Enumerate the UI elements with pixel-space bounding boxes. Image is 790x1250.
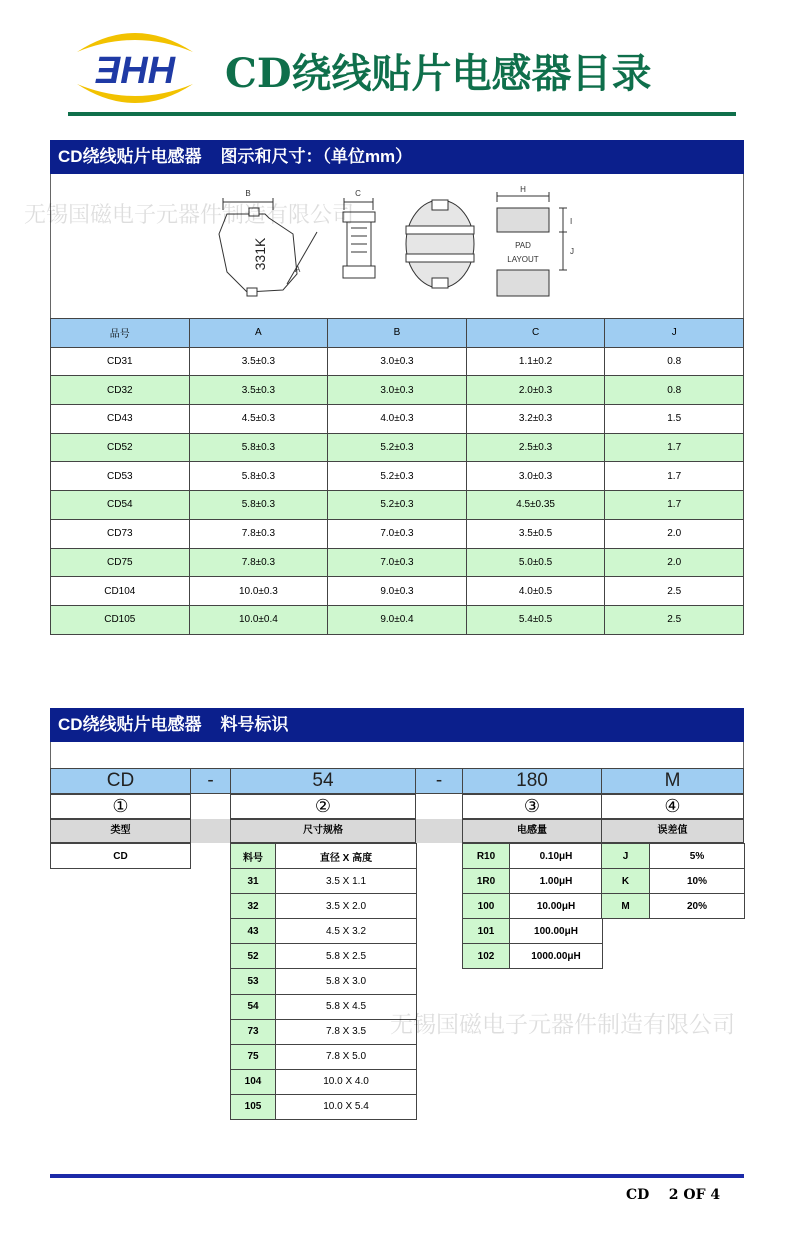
size-code: 54 <box>231 994 276 1019</box>
table-row <box>231 1044 417 1069</box>
label-j: J <box>570 247 574 256</box>
cell-part: CD73 <box>51 519 190 548</box>
section-title-part-number: CD绕线贴片电感器 料号标识 <box>50 708 744 742</box>
code-dash-1: - <box>190 768 231 794</box>
cell-a: 4.5±0.3 <box>189 405 328 434</box>
cell-b: 7.0±0.3 <box>328 548 467 577</box>
cell-part: CD32 <box>51 376 190 405</box>
cell-part: CD53 <box>51 462 190 491</box>
cell-b: 9.0±0.3 <box>328 577 467 606</box>
tolerance-value: 10% <box>650 869 745 894</box>
field-number-1: ① <box>50 794 191 819</box>
cell-c: 1.1±0.2 <box>466 347 605 376</box>
cell-a: 7.8±0.3 <box>189 548 328 577</box>
tolerance-code: M <box>602 894 650 919</box>
cell-b: 9.0±0.4 <box>328 605 467 634</box>
code-series: CD <box>50 768 191 794</box>
size-code: 105 <box>231 1094 276 1119</box>
dimension-drawing-area <box>50 174 744 318</box>
pad-label-line2: LAYOUT <box>507 255 539 264</box>
cell-a: 5.8±0.3 <box>189 462 328 491</box>
cell-part: CD75 <box>51 548 190 577</box>
table-row <box>231 1094 417 1119</box>
col-header-a: A <box>189 319 328 348</box>
dimension-table <box>50 318 744 635</box>
size-code: 43 <box>231 919 276 944</box>
category-gap <box>416 819 462 843</box>
category-size: 尺寸规格 <box>230 819 416 843</box>
type-table <box>50 843 191 869</box>
cell-j: 2.0 <box>605 519 744 548</box>
cell-j: 1.5 <box>605 405 744 434</box>
label-a: A <box>295 265 301 274</box>
size-dimension: 5.8 X 2.5 <box>276 944 417 969</box>
size-dimension: 10.0 X 4.0 <box>276 1069 417 1094</box>
inductance-value: 10.00μH <box>510 894 603 919</box>
inductance-code: 102 <box>463 944 510 969</box>
cell-c: 3.0±0.3 <box>466 462 605 491</box>
category-gap <box>191 819 230 843</box>
table-row <box>231 969 417 994</box>
table-row <box>51 462 744 491</box>
label-h: H <box>520 185 526 194</box>
cell-part: CD105 <box>51 605 190 634</box>
cell-c: 3.2±0.3 <box>466 405 605 434</box>
type-value: CD <box>51 844 191 869</box>
inductance-table <box>462 843 603 969</box>
inductor-drawings <box>51 174 743 318</box>
pad-layout-drawing <box>497 192 567 296</box>
cell-a: 5.8±0.3 <box>189 433 328 462</box>
field-number-4: ④ <box>601 794 744 819</box>
logo-text: ƎHH <box>94 50 176 92</box>
size-dimension: 5.8 X 3.0 <box>276 969 417 994</box>
cell-b: 5.2±0.3 <box>328 491 467 520</box>
size-dimension: 5.8 X 4.5 <box>276 994 417 1019</box>
dimension-table-header <box>51 319 744 348</box>
field-number-2: ② <box>230 794 416 819</box>
tolerance-code: K <box>602 869 650 894</box>
table-row <box>463 844 603 869</box>
cell-j: 0.8 <box>605 347 744 376</box>
size-dimension: 7.8 X 3.5 <box>276 1019 417 1044</box>
cell-c: 2.0±0.3 <box>466 376 605 405</box>
cell-j: 1.7 <box>605 433 744 462</box>
cell-j: 2.0 <box>605 548 744 577</box>
cell-c: 3.5±0.5 <box>466 519 605 548</box>
table-row <box>51 376 744 405</box>
inductance-code: 100 <box>463 894 510 919</box>
table-row <box>231 919 417 944</box>
cell-part: CD43 <box>51 405 190 434</box>
header-divider <box>68 112 736 116</box>
table-row <box>231 894 417 919</box>
table-row <box>231 1019 417 1044</box>
size-code: 31 <box>231 869 276 894</box>
col-header-b: B <box>328 319 467 348</box>
cell-a: 5.8±0.3 <box>189 491 328 520</box>
label-b: B <box>245 189 251 198</box>
size-code: 53 <box>231 969 276 994</box>
cell-c: 5.4±0.5 <box>466 605 605 634</box>
inductance-value: 1.00μH <box>510 869 603 894</box>
page-number: CD 2 OF 4 <box>626 1187 721 1203</box>
inductance-code: 1R0 <box>463 869 510 894</box>
cell-c: 5.0±0.5 <box>466 548 605 577</box>
inductance-value: 1000.00μH <box>510 944 603 969</box>
table-row <box>231 1069 417 1094</box>
code-value: 180 <box>462 768 602 794</box>
size-table <box>230 843 417 1120</box>
size-table-header <box>231 844 417 869</box>
tolerance-value: 20% <box>650 894 745 919</box>
size-header-code: 料号 <box>231 844 276 869</box>
table-row <box>51 519 744 548</box>
size-header-dimensions: 直径 X 高度 <box>276 844 417 869</box>
cell-part: CD104 <box>51 577 190 606</box>
table-row <box>602 844 745 869</box>
table-row <box>602 869 745 894</box>
cell-part: CD52 <box>51 433 190 462</box>
col-header-part: 品号 <box>51 319 190 348</box>
table-row <box>51 433 744 462</box>
cell-b: 5.2±0.3 <box>328 462 467 491</box>
size-code: 104 <box>231 1069 276 1094</box>
part-code-spacer <box>50 742 744 768</box>
cell-b: 3.0±0.3 <box>328 376 467 405</box>
page-header <box>0 0 790 118</box>
size-dimension: 3.5 X 2.0 <box>276 894 417 919</box>
code-tolerance: M <box>601 768 744 794</box>
table-row <box>51 548 744 577</box>
cell-b: 7.0±0.3 <box>328 519 467 548</box>
size-dimension: 10.0 X 5.4 <box>276 1094 417 1119</box>
cell-j: 2.5 <box>605 605 744 634</box>
cell-a: 3.5±0.3 <box>189 347 328 376</box>
size-dimension: 3.5 X 1.1 <box>276 869 417 894</box>
size-dimension: 4.5 X 3.2 <box>276 919 417 944</box>
inductance-code: 101 <box>463 919 510 944</box>
table-row <box>463 919 603 944</box>
cell-b: 4.0±0.3 <box>328 405 467 434</box>
table-row <box>51 577 744 606</box>
cell-a: 3.5±0.3 <box>189 376 328 405</box>
size-code: 32 <box>231 894 276 919</box>
category-inductance: 电感量 <box>462 819 602 843</box>
footer-divider <box>50 1174 744 1178</box>
table-row <box>51 347 744 376</box>
tolerance-value: 5% <box>650 844 745 869</box>
table-row <box>51 405 744 434</box>
table-row <box>51 844 191 869</box>
tolerance-table <box>601 843 745 919</box>
cell-j: 1.7 <box>605 491 744 520</box>
table-row <box>231 944 417 969</box>
cell-c: 2.5±0.3 <box>466 433 605 462</box>
pad-label-line1: PAD <box>515 241 531 250</box>
cell-b: 5.2±0.3 <box>328 433 467 462</box>
inductance-value: 100.00μH <box>510 919 603 944</box>
table-row <box>51 491 744 520</box>
category-type: 类型 <box>50 819 191 843</box>
code-dash-2: - <box>415 768 463 794</box>
cell-part: CD31 <box>51 347 190 376</box>
cell-a: 7.8±0.3 <box>189 519 328 548</box>
cell-j: 2.5 <box>605 577 744 606</box>
table-row <box>463 944 603 969</box>
bottom-view-drawing <box>406 200 474 288</box>
table-row <box>602 894 745 919</box>
col-header-c: C <box>466 319 605 348</box>
size-code: 75 <box>231 1044 276 1069</box>
cell-b: 3.0±0.3 <box>328 347 467 376</box>
code-size: 54 <box>230 768 416 794</box>
watermark-top: 无锡国磁电子元器件制造有限公司 <box>24 202 355 227</box>
cell-part: CD54 <box>51 491 190 520</box>
col-header-j: J <box>605 319 744 348</box>
tolerance-code: J <box>602 844 650 869</box>
label-c: C <box>355 189 361 198</box>
size-code: 73 <box>231 1019 276 1044</box>
size-dimension: 7.8 X 5.0 <box>276 1044 417 1069</box>
table-row <box>463 869 603 894</box>
size-code: 52 <box>231 944 276 969</box>
table-row <box>231 869 417 894</box>
cell-a: 10.0±0.3 <box>189 577 328 606</box>
cell-a: 10.0±0.4 <box>189 605 328 634</box>
field-number-3: ③ <box>462 794 602 819</box>
cell-j: 0.8 <box>605 376 744 405</box>
label-i: I <box>570 217 573 226</box>
table-row <box>51 605 744 634</box>
company-logo <box>65 22 205 114</box>
section-title-dimensions: CD绕线贴片电感器 图示和尺寸：（单位mm） <box>50 140 744 174</box>
table-row <box>231 994 417 1019</box>
part-marking: 331K <box>252 237 268 271</box>
inductance-code: R10 <box>463 844 510 869</box>
page-title: CD绕线贴片电感器目录 <box>225 50 652 97</box>
cell-c: 4.0±0.5 <box>466 577 605 606</box>
cell-j: 1.7 <box>605 462 744 491</box>
cell-c: 4.5±0.35 <box>466 491 605 520</box>
watermark-bottom: 无锡国磁电子元器件制造有限公司 <box>390 1011 735 1037</box>
inductance-value: 0.10μH <box>510 844 603 869</box>
category-tolerance: 误差值 <box>601 819 744 843</box>
table-row <box>463 894 603 919</box>
